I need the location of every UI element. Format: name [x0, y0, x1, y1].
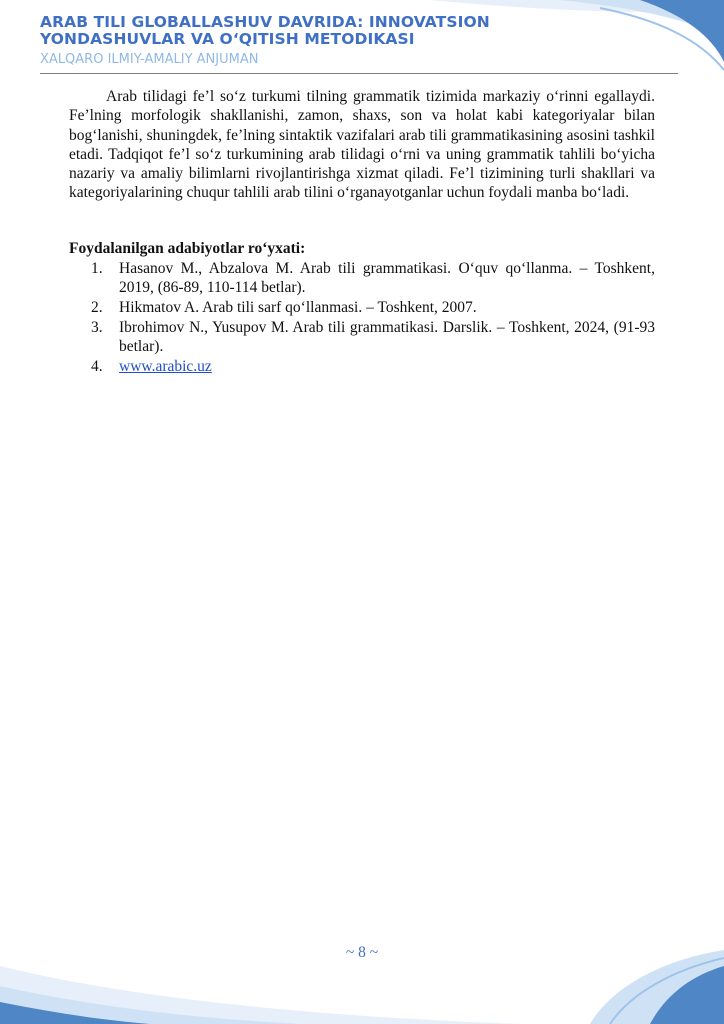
footer-decoration [0, 944, 724, 1024]
body-paragraph: Arab tilidagi fe’l so‘z turkumi tilning grammatik tizimida markaziy o‘rinni egallaydi. Fe’lning morfologik shakllanishi, zamon, shaxs, son va holat kabi kategoriyalar bilan bog‘lanishi, shuningdek, fe’lning sintaktik vazifalari arab tili grammatikasining asosini tashkil etadi. Tadqiqot fe’l so‘z turkumining arab tilidagi o‘rni va uning grammatik tahlili bo‘yicha nazariy va amaliy bilimlarni rivojlantirishga xizmat qiladi. Fe’l tizimining turli shakllari va kategoriyalarining chuqur tahlili arab tilini o‘rganayotganlar uchun foydali manba bo‘ladi. [69, 88, 655, 202]
reference-text: Hasanov M., Abzalova M. Arab tili grammatikasi. O‘quv qo‘llanma. – Toshkent, 2019, (86-89, 110-114 betlar). [119, 260, 655, 296]
reference-text: Hikmatov A. Arab tili sarf qo‘llanmasi. – Toshkent, 2007. [119, 299, 477, 316]
reference-item [69, 298, 655, 317]
reference-number: 4. [91, 358, 103, 375]
page-number: ~ 8 ~ [345, 944, 379, 961]
reference-number: 2. [91, 299, 103, 316]
reference-number: 1. [91, 260, 103, 277]
reference-link[interactable]: www.arabic.uz [119, 358, 212, 375]
conference-title [40, 14, 490, 48]
reference-text: Ibrohimov N., Yusupov M. Arab tili grammatikasi. Darslik. – Toshkent, 2024, (91-93 betlar). [119, 319, 655, 355]
header-divider [40, 73, 678, 74]
reference-item [69, 259, 655, 297]
reference-item [69, 318, 655, 356]
conference-subtitle: XALQARO ILMIY-AMALIY ANJUMAN [40, 52, 259, 67]
references-heading: Foydalanilgan adabiyotlar ro‘yxati: [69, 240, 306, 257]
conference-title-line-2: YONDASHUVLAR VA O‘QITISH METODIKASI [40, 30, 415, 48]
conference-title-line-1: ARAB TILI GLOBALLASHUV DAVRIDA: INNOVATSION [40, 13, 490, 31]
reference-item [69, 357, 655, 376]
references-list [69, 259, 655, 377]
reference-number: 3. [91, 319, 103, 336]
